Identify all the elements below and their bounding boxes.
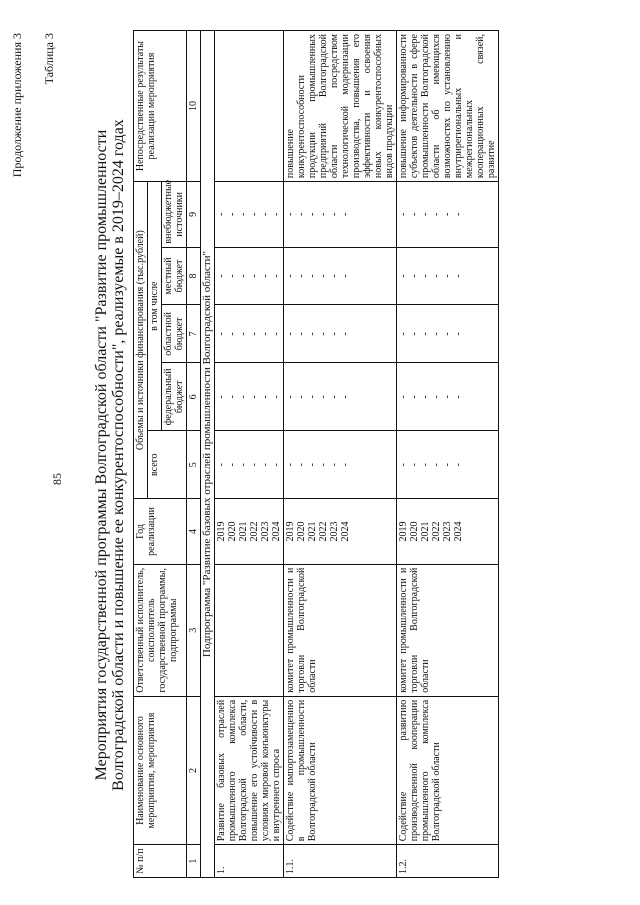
column-numbers-row — [187, 31, 201, 878]
row-number: 1.2. — [397, 845, 499, 878]
col-number: 6 — [187, 363, 201, 431]
title-line-1: Мероприятия государственной программы Волгоградской области "Развитие промышленности — [93, 129, 110, 781]
header-num: № п/п — [134, 845, 187, 878]
col-number: 1 — [187, 845, 201, 878]
executor: комитет промышленности и торговли Волгоградской области — [284, 564, 397, 696]
col-number: 4 — [187, 499, 201, 564]
header-regional: областной бюджет — [162, 305, 187, 363]
funding-total: - - - - - - — [284, 431, 397, 499]
row-number: 1.1. — [284, 845, 397, 878]
years: 2019 2020 2021 2022 2023 2024 — [215, 499, 284, 564]
header-extrabudget: внебюджетные источники — [162, 182, 187, 247]
funding-local: - - - - - - — [215, 247, 284, 305]
col-number: 8 — [187, 247, 201, 305]
measures-table — [133, 30, 499, 878]
years: 2019 2020 2021 2022 2023 2024 — [284, 499, 397, 564]
measure-name: Содействие импортозамещению в промышленности Волгоградской области — [284, 696, 397, 844]
subprogram-row — [201, 31, 215, 878]
years: 2019 2020 2021 2022 2023 2024 — [397, 499, 499, 564]
funding-local: - - - - - - — [397, 247, 499, 305]
subprogram-title: Подпрограмма "Развитие базовых отраслей промышленности Волгоградской области" — [201, 31, 215, 878]
col-number: 5 — [187, 431, 201, 499]
col-number: 10 — [187, 31, 201, 182]
header-including: в том числе — [148, 182, 162, 431]
table-row — [397, 31, 499, 878]
row-number: 1. — [215, 845, 284, 878]
funding-regional: - - - - - - — [284, 305, 397, 363]
header-executor: Ответственный исполнитель, соисполнитель государственной программы, подпрограммы — [134, 564, 187, 696]
funding-regional: - - - - - - — [397, 305, 499, 363]
executor — [215, 564, 284, 696]
col-number: 9 — [187, 182, 201, 247]
funding-federal: - - - - - - — [397, 363, 499, 431]
measure-name: Развитие базовых отраслей промышленного комплекса Волгоградской области, повышение его устойчивости в условиях мировой конъюнктуры и внутреннего спроса — [215, 696, 284, 844]
table-label: Таблица 3 — [42, 33, 56, 85]
table-row — [215, 31, 284, 878]
header-result: Непосредственные результаты реализации мероприятия — [134, 31, 187, 182]
funding-extrabudget: - - - - - - — [397, 182, 499, 247]
col-number: 7 — [187, 305, 201, 363]
header-year: Год реализации — [134, 499, 187, 564]
funding-extrabudget: - - - - - - — [215, 182, 284, 247]
funding-federal: - - - - - - — [284, 363, 397, 431]
page-number: 85 — [50, 473, 64, 485]
funding-regional: - - - - - - — [215, 305, 284, 363]
title-line-2: Волгоградской области и повышение ее конкурентоспособности", реализуемые в 2019–2024 годах — [110, 119, 127, 791]
table-row — [284, 31, 397, 878]
result: повышение конкурентоспособности продукции промышленных предприятий Волгоградской области посредством технологической модернизации производства, повышения его эффективности и освоения новых конкурентоспособных видов продукции — [284, 31, 397, 182]
header-funding: Объемы и источники финансирования (тыс.рублей) — [134, 182, 148, 499]
result: повышение информированности субъектов деятельности в сфере промышленности Волгоградской области об имеющихся возможностях по установлению внутрирегиональных и межрегиональных кооперационных связей, развитие — [397, 31, 499, 182]
executor: комитет промышленности и торговли Волгоградской области — [397, 564, 499, 696]
funding-federal: - - - - - - — [215, 363, 284, 431]
col-number: 3 — [187, 564, 201, 696]
funding-total: - - - - - - — [397, 431, 499, 499]
measure-name: Содействие развитию производственной кооперации промышленного комплекса Волгоградской области — [397, 696, 499, 844]
header-name: Наименование основного мероприятия, мероприятия — [134, 696, 187, 844]
funding-total: - - - - - - — [215, 431, 284, 499]
funding-extrabudget: - - - - - - — [284, 182, 397, 247]
funding-local: - - - - - - — [284, 247, 397, 305]
header-row-1 — [134, 31, 148, 878]
page-title — [93, 45, 127, 865]
continuation-note: Продолжение приложения 3 — [10, 33, 24, 178]
col-number: 2 — [187, 696, 201, 844]
header-total: всего — [148, 431, 187, 499]
header-local: местный бюджет — [162, 247, 187, 305]
header-federal: федеральный бюджет — [162, 363, 187, 431]
result — [215, 31, 284, 182]
